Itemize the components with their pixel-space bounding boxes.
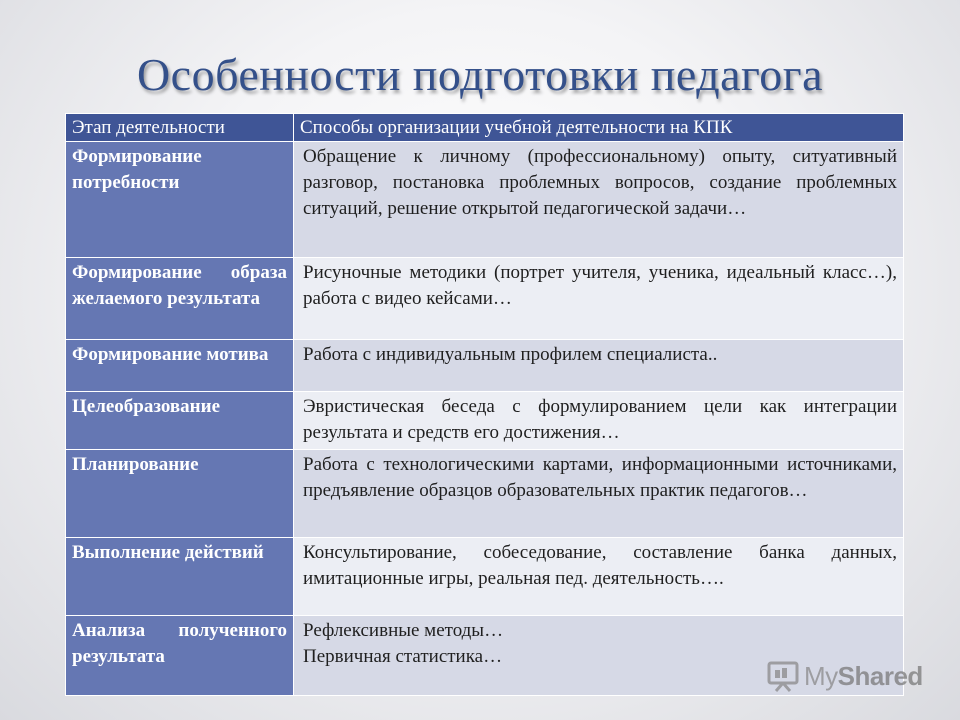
method-cell: Рисуночные методики (портрет учителя, ученика, идеальный класс…), работа с видео кейсами…: [294, 258, 904, 340]
table-row: [66, 450, 904, 538]
method-cell: Консультирование, собеседование, составление банка данных, имитационные игры, реальная пед. деятельность….: [294, 538, 904, 616]
slide-title: Особенности подготовки педагога: [136, 49, 824, 100]
stage-cell: Целеобразование: [66, 392, 294, 450]
table-row: [66, 538, 904, 616]
method-cell: Обращение к личному (профессиональному) опыту, ситуативный разговор, постановка проблемных вопросов, создание проблемных ситуаций, решение открытой педагогической задачи…: [294, 142, 904, 258]
method-cell: Работа с технологическими картами, информационными источниками, предъявление образцов образовательных практик педагогов…: [294, 450, 904, 538]
stage-cell: Формирование образа желаемого результата: [66, 258, 294, 340]
table-row: [66, 340, 904, 392]
table-row: [66, 142, 904, 258]
method-line: Первичная статистика…: [303, 646, 503, 667]
presentation-board-icon: [766, 659, 800, 693]
method-line: Рефлексивные методы…: [303, 620, 504, 641]
stage-cell: Формирование потребности: [66, 142, 294, 258]
stage-cell: Выполнение действий: [66, 538, 294, 616]
stage-cell: Планирование: [66, 450, 294, 538]
table-row: [66, 392, 904, 450]
header-methods: Способы организации учебной деятельности на КПК: [294, 114, 904, 142]
watermark-text: MyShared: [804, 660, 923, 691]
mysharedd-watermark: [766, 656, 926, 696]
method-cell: Работа с индивидуальным профилем специалиста..: [294, 340, 904, 392]
stages-table: [65, 113, 904, 696]
table-header-row: [66, 114, 904, 142]
stage-cell: Формирование мотива: [66, 340, 294, 392]
stage-cell: Анализа полученного результата: [66, 616, 294, 696]
method-cell: Эвристическая беседа с формулированием цели как интеграции результата и средств его достижения…: [294, 392, 904, 450]
table-row: [66, 258, 904, 340]
header-stage: Этап деятельности: [66, 114, 294, 142]
